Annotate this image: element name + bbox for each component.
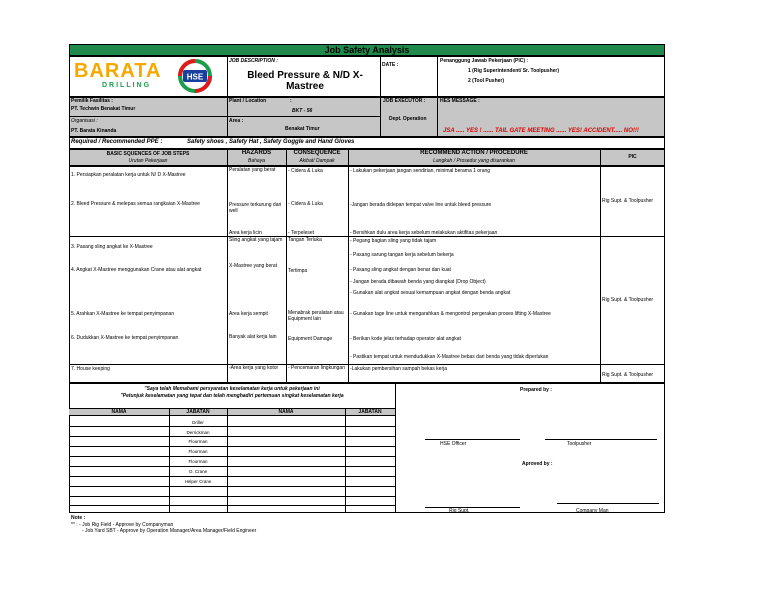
hazard-item: Banyak alat kerja lain [229,334,277,340]
header-hazards: HAZARDS [241,150,272,156]
logo-brand-text: BARATA [74,60,162,82]
action-item: - Bersihkan dulu area kerja sebelum melakukan aktifitas pekerjaan [350,230,498,236]
action-item: - Pasang sling angkat dengan benar dan kuat [350,267,451,273]
ppe-value: Safety shoes , Safety Hat , Safety Goggle and Hand Gloves [187,139,355,145]
hazard-item: Area kerja licin [229,230,262,236]
step-item: 3. Pasang sling angkat ke X-Mastree [71,244,153,250]
plant-label: Plant / Location [229,98,267,104]
hse-badge-icon [174,59,216,93]
action-item: -Lakukan pembersihan sampah bekas kerja [350,366,447,372]
consequence-item: Tertimpa [288,268,308,274]
action-item: - Gunakan tage line untuk mengarahkan & mengontrol pergerakan proses lifting X-Mastree [350,311,551,317]
org-label: Organisasi : [71,118,98,124]
executor-value: Dept. Operation [389,116,427,122]
hes-message-label: HES MESSAGE : [440,98,480,104]
jsa-table-body [69,166,665,383]
pic-label: Penanggung Jawab Pekerjaan (PIC) : [440,58,529,64]
pic-item: Rig Supt. & Toolpusher [602,198,654,204]
action-item: - Berikan kode jelas terhadap operator alat angkat [350,336,461,342]
company-logo [72,58,224,95]
action-item: - Pastikan tempat untuk mendudukkan X-Mastree bebas dari benda yang tidak diperlukan [350,354,549,360]
action-item: - Jangan berada dibawah benda yang diangkat (Drop Object) [350,279,486,285]
aproved-by-label: Aproved by : [522,461,553,467]
hazard-item: Sling angkat yang tajam [229,237,283,243]
role-item: Derrickman [186,430,210,435]
hazard-item: -Area kerja yang kotor [229,365,279,371]
hes-message: JSA ..... YES ! ...... TAIL GATE MEETING ...... YES! ACCIDENT..... NO!!! [443,128,639,134]
pic-item-1: 1 (Rig Superintendent/ Sr. Toolpusher) [468,68,560,74]
role-item: O. Crane [188,469,208,474]
date-label: DATE : [382,62,399,68]
note-line-1: ** : - Job Rig Field - Approve by Companyman [71,522,174,528]
header-action: RECOMMEND ACTION / PROCEDURE [420,150,528,156]
header-consequence-sub: Akibat/ Dampak [299,158,335,164]
hazard-item: Peralatan yang berat [229,167,276,173]
role-item: Floorman [188,439,208,444]
hse-officer-label: HSE Officer [440,441,467,447]
pic-item-2: 2 (Tool Pusher) [468,78,505,84]
header-pic: PIC [628,154,637,160]
plant-value: BKT - 56 [292,108,313,114]
area-value: Benakat Timur [285,126,320,132]
action-item: - Pegang bagian sling yang tidak tajam [350,238,437,244]
step-item: 7. House keeping [71,366,110,372]
signature-grid [69,408,395,513]
acknowledge-line-1: "Saya telah Memahami persyaratan keselamatan kerja untuk pekerjaan ini [144,386,320,392]
role-item: Helper Crane [184,479,212,484]
header-steps: BASIC SQUENCES OF JOB STEPS [106,151,190,157]
hazard-item: Area kerja sempit [229,311,268,317]
hazard-item: Pressure terkurung dari well [229,202,282,214]
action-item: -Jangan berada didepan tempat valve line untuk bleed pressure [350,202,492,208]
toolpusher-label: Toolpusher [567,441,592,447]
col-jabatan: JABATAN [186,409,210,415]
hse-badge-text: HSE [186,72,204,82]
consequence-item: - Cidera & Luka [288,168,323,174]
col-nama: NAMA [111,409,127,415]
consequence-item: Menabrak peralatan atau Equipment lain [288,310,344,322]
consequence-item: - Cidera & Luka [288,201,323,207]
owner-label: Pemilik Fasilitas : [71,98,113,104]
job-description-label: JOB DESCRIPTION : [229,58,278,64]
executor-label: JOB EXECUTOR : [383,98,426,104]
note-label: Note : [71,515,86,521]
pic-item: Rig Supt. & Toolpusher [602,297,654,303]
action-item: - Gunakan alat angkat sesuai kemampuan angkat dengan benda angkat [350,290,511,296]
header-consequence: CONSEQUENCE [293,150,341,156]
plant-colon: : [290,98,292,104]
action-item: - Pasang sarung tangan kerja sebelum bekerja [350,252,454,258]
col-jabatan-2: JABATAN [358,409,382,415]
company-man-label: Company Man [576,508,609,514]
role-item: Driller [192,420,204,425]
note-line-2: - Job Yard SBT - Approve by Operation Manager/Area Manager/Field Engineer [82,528,257,534]
step-item: 5. Arahkan X-Mastree ke tempat penyimpanan [71,311,175,317]
step-item: 2. Bleed Pressure & melepas semua rangkaian X-Mastree [71,201,200,207]
pic-item: Rig Supt. & Toolpusher [602,372,654,378]
job-description: Bleed Pressure & N/D X-Mastree [247,70,363,92]
rig-supt-label: Rig Supt. [449,508,470,514]
consequence-item: - Pencemaran lingkungan [288,365,345,371]
org-value: PT. Barata Kinanda [71,128,117,134]
hazard-item: X-Mastree yang berat [229,263,278,269]
prepared-by-label: Prepared by : [520,387,552,393]
action-item: - Lakukan pekerjaan jangan sendirian, minimal berama 1 orang [350,168,491,174]
header-action-sub: Langkah / Prosedur yang disarankan [433,158,515,164]
role-item: Floorman [188,459,208,464]
consequence-item: Tangan Terluka [288,237,322,243]
ppe-label: Required / Recommended PPE : [71,139,163,145]
acknowledge-line-2: "Petunjuk keselamatan yang tepat dan telah menghadiri pertemuan singkat keselamatan kerja [120,393,344,399]
owner-value: PT. Techwin Benakat Timur [71,106,136,112]
document-title: Job Safety Analysis [69,44,665,56]
area-label: Area : [229,118,244,124]
consequence-item: - Terpeleset [288,230,315,236]
role-item: Floorman [188,449,208,454]
col-nama-2: NAMA [278,409,294,415]
step-item: 1. Persiapkan peralatan kerja untuk N/ D X-Mastree [71,172,186,178]
logo-sub-text: DRILLING [102,82,152,89]
step-item: 4. Angkat X-Mastree menggunakan Crane atau alat angkat [71,267,202,273]
step-item: 6. Dudukkan X-Mastree ke tempat penyimpanan [71,335,179,341]
consequence-item: Equipment Damage [288,336,333,342]
header-hazards-sub: Bahaya [248,158,265,164]
header-steps-sub: Urutan Pekerjaan [128,158,168,164]
